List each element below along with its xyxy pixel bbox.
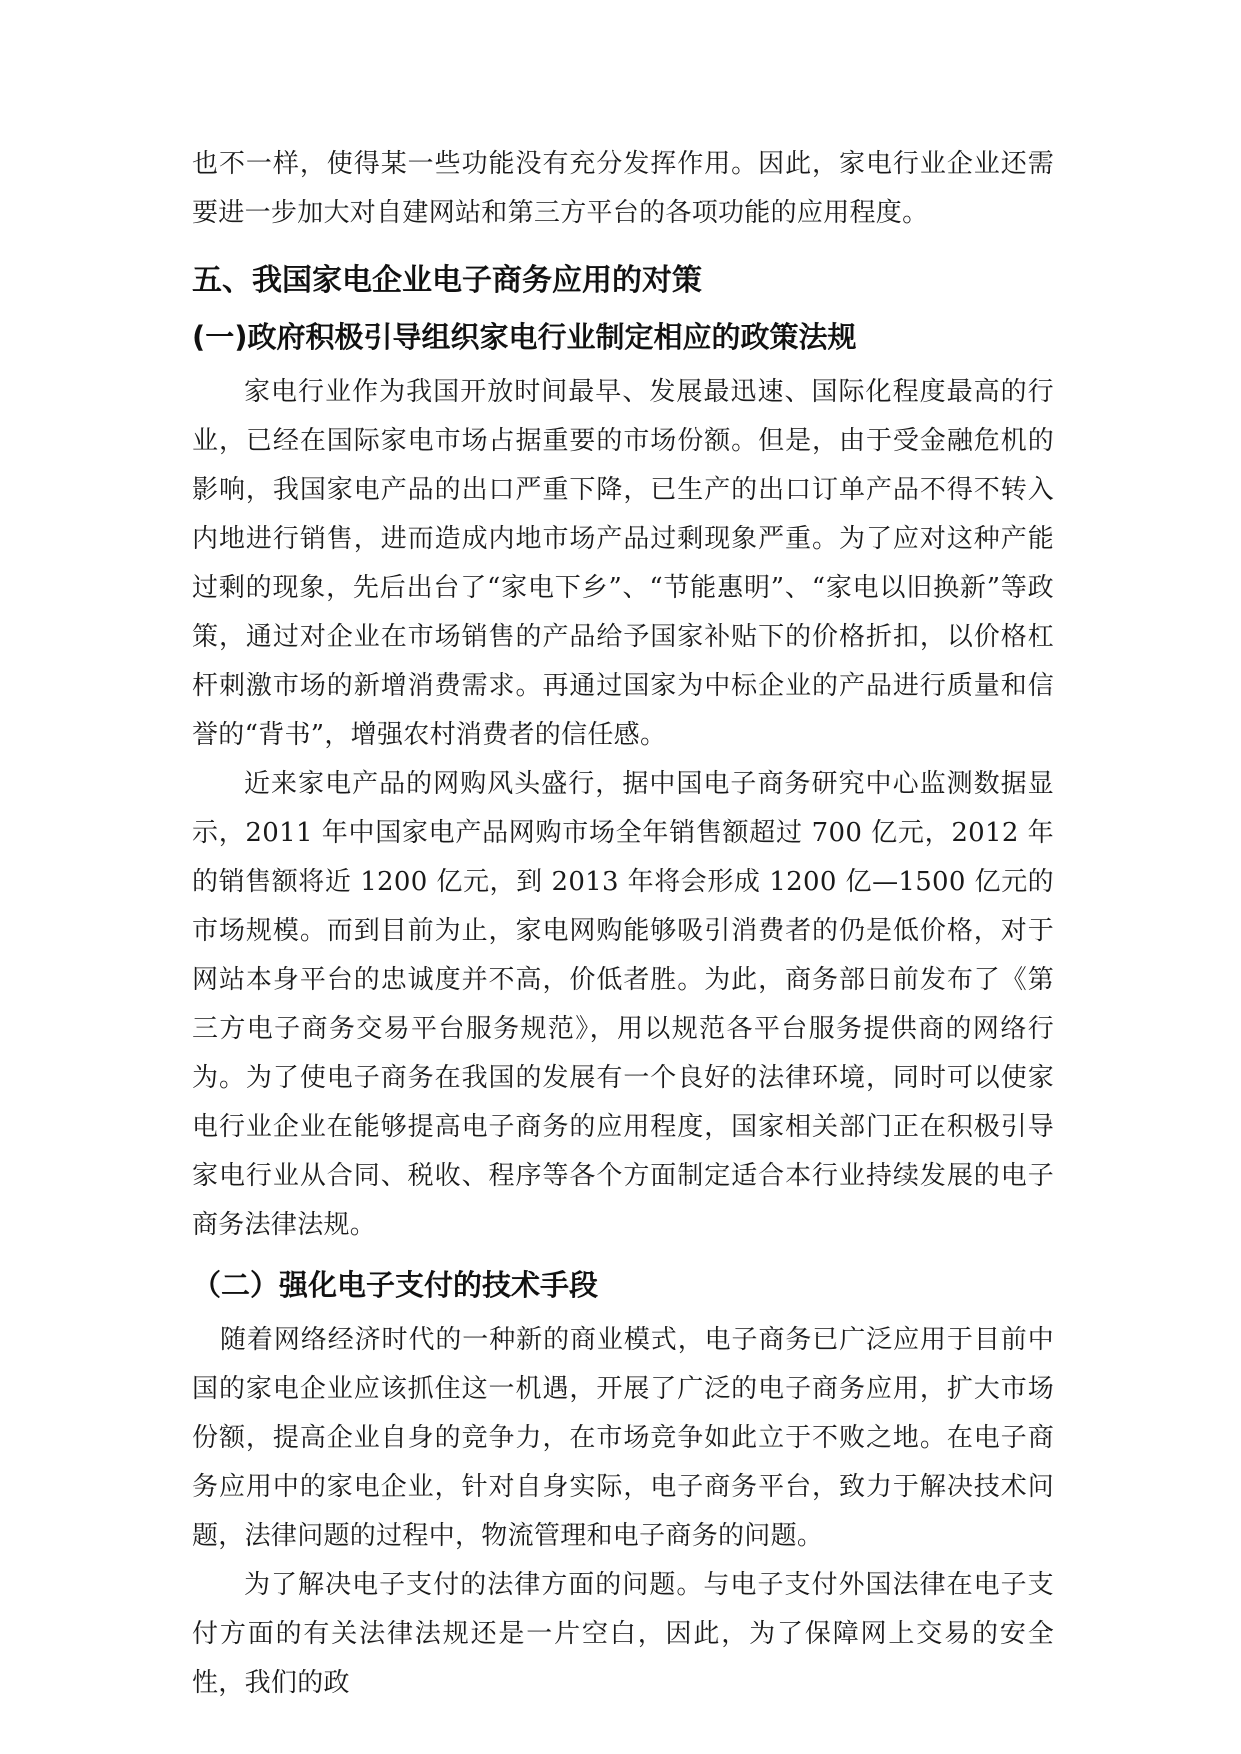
subsection-1-paragraph-1: 家电行业作为我国开放时间最早、发展最迅速、国际化程度最高的行业，已经在国际家电市场占据重要的市场份额。但是，由于受金融危机的影响，我国家电产品的出口严重下降，已生产的出口订单产品不得不转入内地进行销售，进而造成内地市场产品过剩现象严重。为了应对这种产能过剩的现象，先后出台了“家电下乡”、“节能惠明”、“家电以旧换新”等政策，通过对企业在市场销售的产品给予国家补贴下的价格折扣，以价格杠杆刺激市场的新增消费需求。再通过国家为中标企业的产品进行质量和信誉的“背书”，增强农村消费者的信任感。 [192, 377, 1054, 750]
subsection-2-paragraph-1: 随着网络经济时代的一种新的商业模式，电子商务已广泛应用于目前中国的家电企业应该抓住这一机遇，开展了广泛的电子商务应用，扩大市场份额，提高企业自身的竞争力，在市场竞争如此立于不败之地。在电子商务应用中的家电企业，针对自身实际，电子商务平台，致力于解决技术问题，法律问题的过程中，物流管理和电子商务的问题。 [192, 1325, 1054, 1551]
subsection-2-heading: （二）强化电子支付的技术手段 [192, 1268, 599, 1302]
section-heading: 五、我国家电企业电子商务应用的对策 [192, 263, 702, 298]
subsection-2-paragraph-2: 为了解决电子支付的法律方面的问题。与电子支付外国法律在电子支付方面的有关法律法规还是一片空白，因此，为了保障网上交易的安全性，我们的政 [192, 1570, 1054, 1698]
subsection-1-heading: (一)政府积极引导组织家电行业制定相应的政策法规 [192, 320, 857, 354]
intro-paragraph: 也不一样，使得某一些功能没有充分发挥作用。因此，家电行业企业还需要进一步加大对自建网站和第三方平台的各项功能的应用程度。 [192, 149, 1054, 228]
subsection-1-paragraph-2: 近来家电产品的网购风头盛行，据中国电子商务研究中心监测数据显示，2011 年中国家电产品网购市场全年销售额超过 700 亿元，2012 年的销售额将近 1200 亿元，到 2013 年将会形成 1200 亿—1500 亿元的市场规模。而到目前为止，家电网购能够吸引消费者的仍是低价格，对于网站本身平台的忠诚度并不高，价低者胜。为此，商务部日前发布了《第三方电子商务交易平台服务规范》，用以规范各平台服务提供商的网络行为。为了使电子商务在我国的发展有一个良好的法律环境，同时可以使家电行业企业在能够提高电子商务的应用程度，国家相关部门正在积极引导家电行业从合同、税收、程序等各个方面制定适合本行业持续发展的电子商务法律法规。 [192, 769, 1054, 1240]
document-body [192, 140, 1054, 1708]
